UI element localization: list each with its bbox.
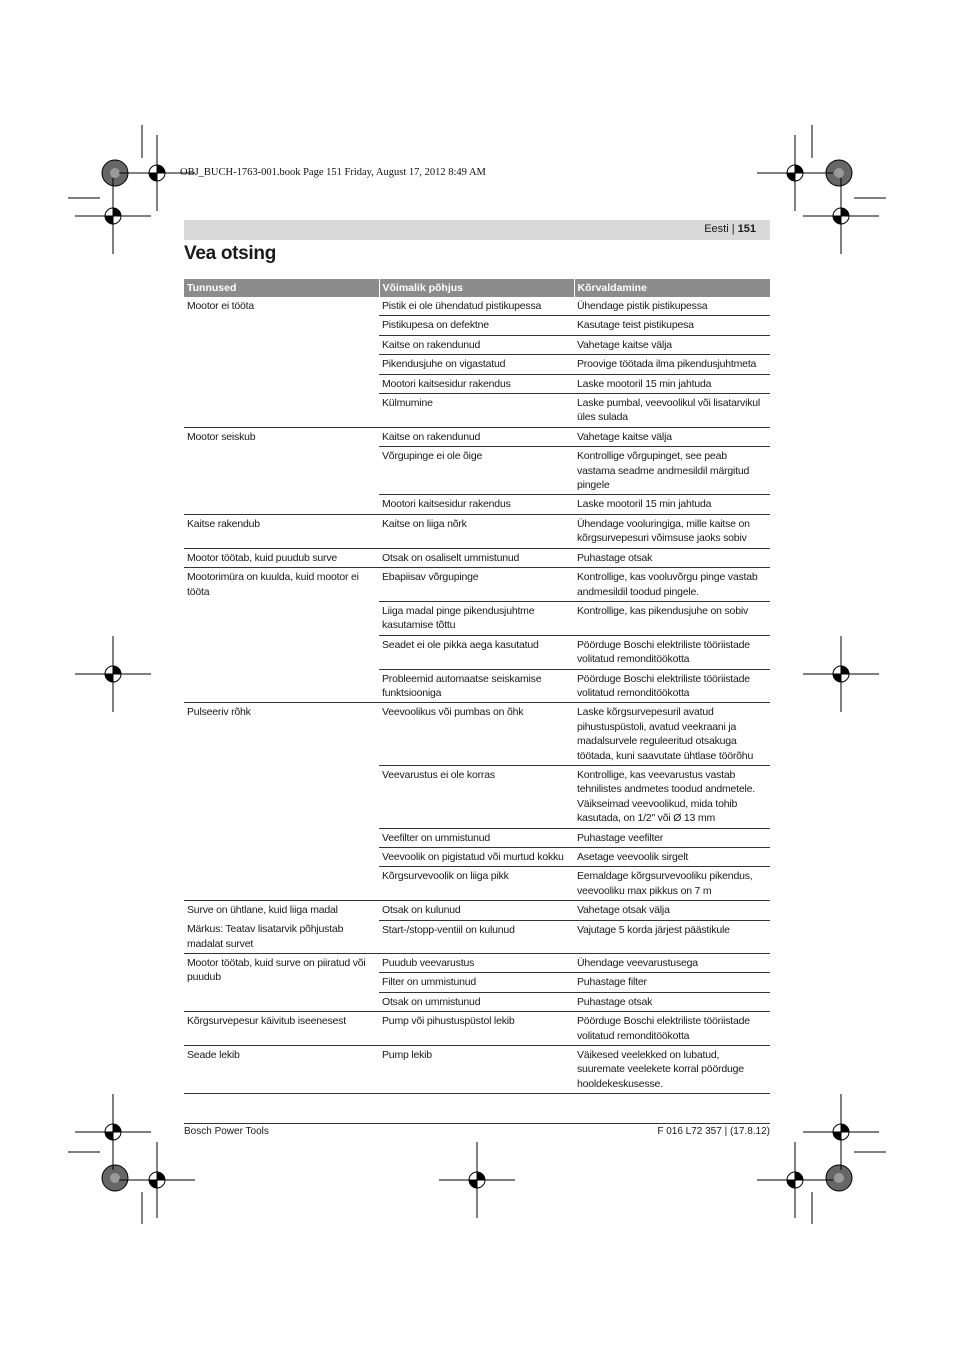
remedy-cell: Proovige töötada ilma pikendusjuhtmeta	[574, 355, 770, 374]
cause-cell: Pump lekib	[379, 1045, 574, 1093]
table-row	[184, 427, 770, 446]
table-header-row	[184, 279, 770, 297]
table-row	[184, 703, 770, 766]
table-row	[184, 548, 770, 567]
footer-brand: Bosch Power Tools	[184, 1126, 269, 1137]
table-row	[184, 297, 770, 316]
cause-cell: Võrgupinge ei ole õige	[379, 447, 574, 495]
page-header-bar	[184, 220, 770, 240]
symptom-cell: Mootor töötab, kuid puudub surve	[184, 548, 379, 567]
header-separator: |	[731, 223, 735, 235]
table-row	[184, 901, 770, 920]
remedy-cell: Väikesed veelekked on lubatud, suuremate veelekete korral pöörduge hooldekeskusesse.	[574, 1045, 770, 1093]
symptom-cell: Surve on ühtlane, kuid liiga madal	[187, 904, 338, 917]
remedy-cell: Ühendage veevarustusega	[574, 953, 770, 972]
cause-cell: Pikendusjuhe on vigastatud	[379, 355, 574, 374]
cause-cell: Veevoolikus või pumbas on õhk	[379, 703, 574, 766]
column-header-remedy: Kõrvaldamine	[574, 279, 770, 297]
cause-cell: Otsak on ummistunud	[379, 992, 574, 1011]
symptom-cell: Mootor ei tööta	[184, 297, 379, 427]
cause-cell: Mootori kaitsesidur rakendus	[379, 374, 574, 393]
remedy-cell: Eemaldage kõrgsurvevooliku pikendus, veevooliku max pikkus on 7 m	[574, 867, 770, 901]
remedy-cell: Vahetage kaitse välja	[574, 335, 770, 354]
symptom-cell: Mootor seiskub	[184, 427, 379, 514]
page-header-label	[704, 223, 756, 235]
remedy-cell: Vajutage 5 korda järjest päästikule	[574, 920, 770, 953]
remedy-cell: Vahetage kaitse välja	[574, 427, 770, 446]
symptom-cell: Mootor töötab, kuid surve on piiratud või puudub	[184, 953, 379, 1011]
footer-doc-id: F 016 L72 357 | (17.8.12)	[657, 1126, 770, 1137]
table-row	[184, 1012, 770, 1046]
remedy-cell: Asetage veevoolik sirgelt	[574, 848, 770, 867]
page-number: 151	[737, 223, 756, 235]
symptom-cell: Märkus: Teatav lisatarvik põhjustab madalat survet	[184, 920, 379, 953]
cause-cell: Kaitse on liiga nõrk	[379, 514, 574, 548]
remedy-cell: Ühendage pistik pistikupessa	[574, 297, 770, 316]
cause-cell: Veevoolik on pigistatud või murtud kokku	[379, 848, 574, 867]
remedy-cell: Ühendage vooluringiga, mille kaitse on kõrgsurvepesuri võimsuse jaoks sobiv	[574, 514, 770, 548]
cause-cell: Puudub veevarustus	[379, 953, 574, 972]
language-label: Eesti	[704, 223, 729, 235]
cause-cell: Liiga madal pinge pikendusjuhtme kasutamise tõttu	[379, 601, 574, 635]
cause-cell: Filter on ummistunud	[379, 973, 574, 992]
remedy-cell: Puhastage filter	[574, 973, 770, 992]
cause-cell: Pistikupesa on defektne	[379, 316, 574, 335]
remedy-cell: Kasutage teist pistikupesa	[574, 316, 770, 335]
footer-rule	[184, 1123, 770, 1124]
remedy-cell: Laske mootoril 15 min jahtuda	[574, 374, 770, 393]
remedy-cell: Pöörduge Boschi elektriliste tööriistade volitatud remonditöökotta	[574, 635, 770, 669]
remedy-cell: Vahetage otsak välja	[574, 901, 770, 920]
symptom-cell: Kõrgsurvepesur käivitub iseenesest	[184, 1012, 379, 1046]
remedy-cell: Laske pumbal, veevoolikul või lisatarvikul üles sulada	[574, 394, 770, 428]
remedy-cell: Kontrollige, kas pikendusjuhe on sobiv	[574, 601, 770, 635]
remedy-cell: Kontrollige, kas veevarustus vastab tehnilistes andmetes toodud andmetele. Väikseimad veevoolikud, mida tohib kasutada, on 1/2" või Ø 13 mm	[574, 765, 770, 828]
table-row	[184, 920, 770, 953]
column-header-cause: Võimalik põhjus	[379, 279, 574, 297]
symptom-cell: Pulseeriv rõhk	[184, 703, 379, 901]
remedy-cell: Pöörduge Boschi elektriliste tööriistade volitatud remonditöökotta	[574, 669, 770, 703]
table-row	[184, 514, 770, 548]
column-header-symptoms: Tunnused	[184, 279, 379, 297]
symptom-cell: Mootorimüra on kuulda, kuid mootor ei tööta	[184, 568, 379, 703]
remedy-cell: Laske kõrgsurvepesuril avatud pihustuspüstoli, avatud veekraani ja madalsurvele reguleeritud otsakuga töötada, kuni saavutate ühtlase töörõhu	[574, 703, 770, 766]
cause-cell: Kaitse on rakendunud	[379, 427, 574, 446]
remedy-cell: Puhastage veefilter	[574, 828, 770, 847]
symptom-cell: Seade lekib	[184, 1045, 379, 1093]
table-row	[184, 1045, 770, 1093]
remedy-cell: Puhastage otsak	[574, 992, 770, 1011]
symptom-cell: Kaitse rakendub	[184, 514, 379, 548]
cause-cell: Pistik ei ole ühendatud pistikupessa	[379, 297, 574, 316]
troubleshooting-table	[184, 279, 770, 1094]
table-row	[184, 953, 770, 972]
remedy-cell: Kontrollige võrgupinget, see peab vastama seadme andmesildil märgitud pingele	[574, 447, 770, 495]
table-row	[184, 568, 770, 602]
remedy-cell: Kontrollige, kas vooluvõrgu pinge vastab andmesildil toodud pingele.	[574, 568, 770, 602]
cause-cell: Start-/stopp-ventiil on kulunud	[379, 920, 574, 953]
cause-cell: Otsak on kulunud	[379, 901, 574, 920]
cause-cell: Veefilter on ummistunud	[379, 828, 574, 847]
cause-cell: Probleemid automaatse seiskamise funktsiooniga	[379, 669, 574, 703]
cause-cell: Pump või pihustuspüstol lekib	[379, 1012, 574, 1046]
cause-cell: Seadet ei ole pikka aega kasutatud	[379, 635, 574, 669]
remedy-cell: Laske mootoril 15 min jahtuda	[574, 495, 770, 514]
print-slug: OBJ_BUCH-1763-001.book Page 151 Friday, August 17, 2012 8:49 AM	[180, 167, 486, 178]
cause-cell: Kõrgsurvevoolik on liiga pikk	[379, 867, 574, 901]
cause-cell: Otsak on osaliselt ummistunud	[379, 548, 574, 567]
table-body	[184, 297, 770, 1094]
cause-cell: Kaitse on rakendunud	[379, 335, 574, 354]
cause-cell: Mootori kaitsesidur rakendus	[379, 495, 574, 514]
cause-cell: Ebapiisav võrgupinge	[379, 568, 574, 602]
cause-cell: Külmumine	[379, 394, 574, 428]
remedy-cell: Pöörduge Boschi elektriliste tööriistade volitatud remonditöökotta	[574, 1012, 770, 1046]
remedy-cell: Puhastage otsak	[574, 548, 770, 567]
page-title: Vea otsing	[184, 243, 277, 264]
cause-cell: Veevarustus ei ole korras	[379, 765, 574, 828]
